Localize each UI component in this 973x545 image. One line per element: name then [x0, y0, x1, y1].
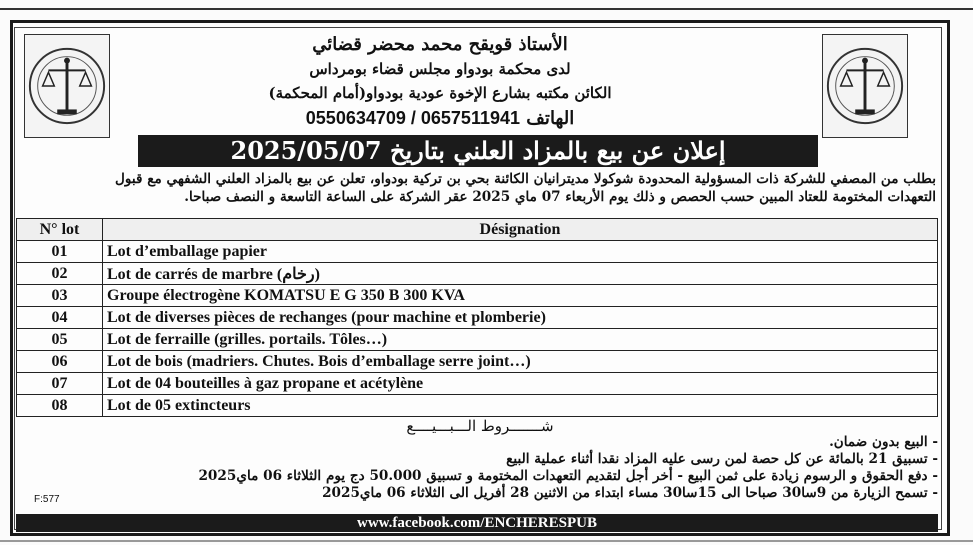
lots-table — [16, 218, 938, 417]
lot-number: 06 — [17, 351, 103, 373]
intro-line: التعهدات المختومة للعتاد المبين حسب الحصص و ذلك يوم الأربعاء 07 ماي 2025 عقر الشركة على الساعة التاسعة و النصف صباحا. — [184, 189, 936, 205]
lot-number: 07 — [17, 373, 103, 395]
lot-number: 08 — [17, 395, 103, 417]
lot-designation: Lot de diverses pièces de rechanges (pour machine et plomberie) — [103, 307, 938, 329]
scan-edge-line — [0, 540, 973, 542]
lot-designation: Lot de bois (madriers. Chutes. Bois d’emballage serre joint…) — [103, 351, 938, 373]
conditions-list — [40, 434, 938, 502]
condition-item: - دفع الحقوق و الرسوم زيادة على ثمن البيع - أخر أجل لتقديم التعهدات المختومة و تسبيق 50.000 دج يوم الثلاثاء 06 ماي2025 — [198, 468, 938, 484]
lot-number: 03 — [17, 285, 103, 307]
bailiff-name: الأستاذ قويقح محمد محضر قضائي — [312, 34, 568, 55]
lot-number: 02 — [17, 263, 103, 285]
condition-item: - تسبيق 21 بالمائة عن كل حصة لمن رسى عليه المزاد نقدا أثناء عملية البيع — [506, 451, 938, 467]
phone-label: الهاتف — [526, 108, 575, 129]
auction-banner: إعلان عن بيع بالمزاد العلني بتاريخ 2025/05/07 — [138, 135, 818, 167]
lot-designation: Lot d’emballage papier — [103, 241, 938, 263]
lot-designation: Lot de 05 extincteurs — [103, 395, 938, 417]
table-row — [17, 241, 938, 263]
table-row — [17, 285, 938, 307]
intro-paragraph — [16, 170, 936, 206]
lot-number: 04 — [17, 307, 103, 329]
table-row — [17, 373, 938, 395]
table-row — [17, 395, 938, 417]
column-header-designation: Désignation — [103, 219, 938, 241]
footer-link: www.facebook.com/ENCHERESPUB — [16, 514, 938, 532]
justice-scale-seal-icon — [24, 34, 110, 138]
lot-designation: Lot de carrés de marbre (رخام) — [103, 263, 938, 285]
justice-scale-seal-icon — [822, 34, 908, 138]
lot-number: 05 — [17, 329, 103, 351]
table-header-row — [17, 219, 938, 241]
table-row — [17, 263, 938, 285]
table-row — [17, 307, 938, 329]
lot-designation: Lot de ferraille (grilles. portails. Tôles…) — [103, 329, 938, 351]
phone-numbers: 0550634709 / 0657511941 — [305, 108, 521, 128]
table-row — [17, 329, 938, 351]
scan-edge-line — [0, 8, 973, 10]
lot-designation: Lot de 04 bouteilles à gaz propane et acétylène — [103, 373, 938, 395]
office-address: الكائن مكتبه بشارع الإخوة عودية بودواو(أمام المحكمة) — [268, 84, 612, 102]
court-jurisdiction: لدى محكمة بودواو مجلس قضاء بومرداس — [309, 60, 571, 78]
column-header-lot: N° lot — [17, 219, 103, 241]
lot-designation: Groupe électrogène KOMATSU E G 350 B 300 KVA — [103, 285, 938, 307]
condition-item: - تسمح الزيارة من 9سا30 صباحا الى 15سا30 مساء ابتداء من الاثنين 28 أفريل الى الثلاثاء 06 ماي2025 — [322, 485, 938, 501]
condition-item: - البيع بدون ضمان. — [829, 434, 938, 450]
phone-line — [200, 108, 680, 129]
reference-code: F:577 — [34, 494, 60, 505]
intro-line: بطلب من المصفي للشركة ذات المسؤولية المحدودة شوكولا مديترانيان الكائنة بحي بن تركية بودواو، تعلن عن بيع بالمزاد العلني الشفهي مع قبول — [115, 171, 936, 187]
table-row — [17, 351, 938, 373]
conditions-title: شـــــــروط الـــبـــيــــع — [406, 417, 554, 435]
lot-number: 01 — [17, 241, 103, 263]
